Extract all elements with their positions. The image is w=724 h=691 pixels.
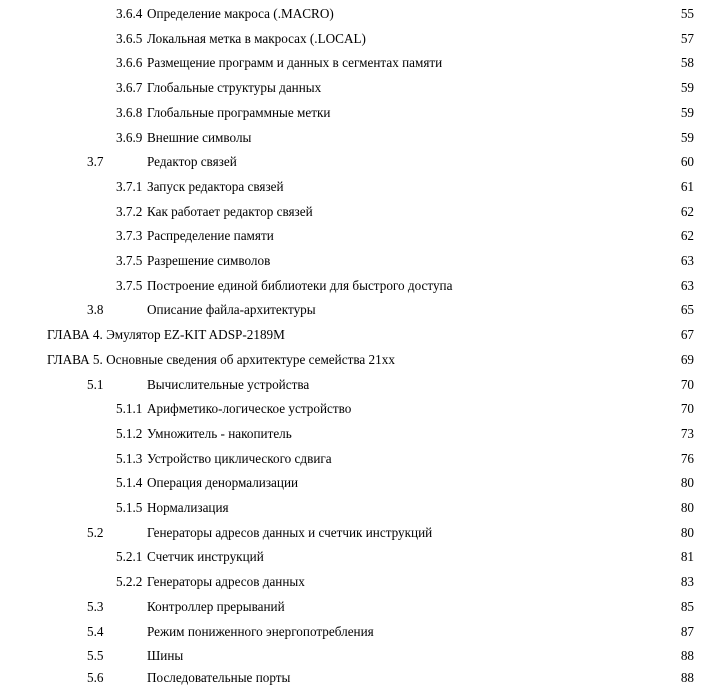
toc-title: Нормализация [147, 500, 229, 515]
toc-number: 5.2.1 [116, 549, 143, 565]
toc-page: 59 [680, 80, 694, 96]
toc-entry [0, 620, 724, 645]
toc-entry [0, 447, 724, 472]
toc-title: Операция денормализации [147, 475, 299, 491]
toc-title: Редактор связей [147, 154, 237, 170]
toc-title: Внешние символы [147, 129, 252, 145]
toc-entry [0, 51, 724, 76]
toc-title: Генераторы адресов данных и счетчик инструкций [147, 524, 433, 540]
toc-entry [0, 76, 724, 101]
toc-title: Устройство циклического сдвига [147, 450, 332, 466]
toc-number: 5.1.5 [116, 500, 143, 515]
toc-entry [0, 126, 724, 151]
toc-page: 85 [680, 598, 694, 614]
toc-title: Счетчик инструкций [147, 549, 264, 565]
toc-entry [0, 422, 724, 447]
toc-page: 70 [680, 376, 694, 392]
toc-number: 5.1.1 [116, 401, 143, 417]
toc-number: 3.7.5 [116, 277, 143, 293]
toc-entry [0, 397, 724, 422]
toc-page: 62 [680, 228, 694, 244]
toc-number: 3.7.3 [116, 228, 143, 244]
toc-number: 5.1.2 [116, 425, 143, 441]
toc-title: Генераторы адресов данных [147, 574, 305, 590]
toc-page: 67 [680, 327, 694, 343]
toc-number: 5.2.2 [116, 574, 143, 590]
toc-page: 61 [680, 178, 694, 194]
toc-title: Глобальные структуры данных [147, 80, 322, 96]
toc-page: 76 [680, 450, 694, 466]
toc-number: 5.6 [87, 670, 104, 685]
toc-number: 3.6.8 [116, 104, 143, 120]
toc-entry [0, 595, 724, 620]
toc-entry [0, 101, 724, 126]
toc-entry [0, 545, 724, 570]
toc-title: Описание файла-архитектуры [147, 302, 316, 318]
toc-title: Локальная метка в макросах (.LOCAL) [147, 30, 366, 46]
toc-page: 87 [680, 623, 694, 639]
toc-entry [0, 373, 724, 398]
toc-page: 70 [680, 401, 694, 417]
toc-number: 3.6.7 [116, 80, 143, 96]
toc-number: 3.6.4 [116, 6, 143, 21]
toc-title: Размещение программ и данных в сегментах памяти [147, 55, 443, 71]
toc-title: Запуск редактора связей [147, 178, 284, 194]
toc-title: Шины [147, 648, 184, 664]
toc-number: 3.7.5 [116, 253, 143, 268]
toc-entry [0, 2, 724, 27]
toc-title: Определение макроса (.MACRO) [147, 6, 334, 21]
toc-page: 59 [680, 104, 694, 120]
toc-number: 3.6.9 [116, 129, 143, 145]
toc-entry [0, 27, 724, 52]
toc-page: 63 [680, 253, 694, 268]
toc-entry [0, 200, 724, 225]
toc-page: 65 [680, 302, 694, 318]
toc-chapter [0, 323, 724, 348]
toc-entry [0, 496, 724, 521]
toc-page: 80 [680, 475, 694, 491]
toc-entry [0, 175, 724, 200]
toc-number: 3.7.1 [116, 178, 143, 194]
toc-number: 5.2 [87, 524, 104, 540]
toc-page: 80 [680, 500, 694, 515]
toc-page: 80 [680, 524, 694, 540]
toc-title: Контроллер прерываний [147, 598, 285, 614]
toc-entry [0, 249, 724, 274]
toc-title: Последовательные порты [147, 670, 291, 685]
toc-page: 88 [680, 648, 694, 664]
toc-title: Распределение памяти [147, 228, 274, 244]
toc-number: 3.6.5 [116, 30, 143, 46]
toc-page: 62 [680, 203, 694, 219]
toc-number: 3.6.6 [116, 55, 143, 71]
toc-page: 69 [680, 351, 694, 367]
toc-number: 5.3 [87, 598, 104, 614]
toc-page: 57 [680, 30, 694, 46]
toc-entry [0, 666, 724, 691]
toc-entry [0, 274, 724, 299]
toc-title: Как работает редактор связей [147, 203, 313, 219]
toc-title: ГЛАВА 5. Основные сведения об архитектуре семейства 21хх [47, 351, 395, 367]
toc-entry [0, 471, 724, 496]
toc-entry [0, 570, 724, 595]
toc-title: Умножитель - накопитель [147, 425, 292, 441]
toc-number: 5.1.4 [116, 475, 143, 491]
toc-number: 5.1 [87, 376, 104, 392]
toc-entry [0, 521, 724, 546]
toc-page: 83 [680, 574, 694, 590]
toc-page: 88 [680, 670, 694, 685]
toc-title: Разрешение символов [147, 253, 271, 268]
toc-page: 81 [680, 549, 694, 565]
toc-number: 5.5 [87, 648, 104, 664]
toc-title: Режим пониженного энергопотребления [147, 623, 374, 639]
toc-page: 59 [680, 129, 694, 145]
toc-entry [0, 150, 724, 175]
toc-chapter [0, 348, 724, 373]
toc-page: 58 [680, 55, 694, 71]
toc-number: 3.7.2 [116, 203, 143, 219]
toc-number: 5.4 [87, 623, 104, 639]
toc-number: 3.7 [87, 154, 104, 170]
toc-number: 5.1.3 [116, 450, 143, 466]
toc-title: Арифметико-логическое устройство [147, 401, 352, 417]
toc-title: Вычислительные устройства [147, 376, 310, 392]
toc-entry [0, 298, 724, 323]
toc-page: 55 [680, 6, 694, 21]
toc-page: 73 [680, 425, 694, 441]
toc-entry [0, 224, 724, 249]
toc-page: 60 [680, 154, 694, 170]
toc-title: ГЛАВА 4. Эмулятор EZ-KIT ADSP-2189M [47, 327, 285, 343]
toc-page: 63 [680, 277, 694, 293]
toc-title: Глобальные программные метки [147, 104, 331, 120]
toc-number: 3.8 [87, 302, 104, 318]
toc-title: Построение единой библиотеки для быстрого доступа [147, 277, 453, 293]
